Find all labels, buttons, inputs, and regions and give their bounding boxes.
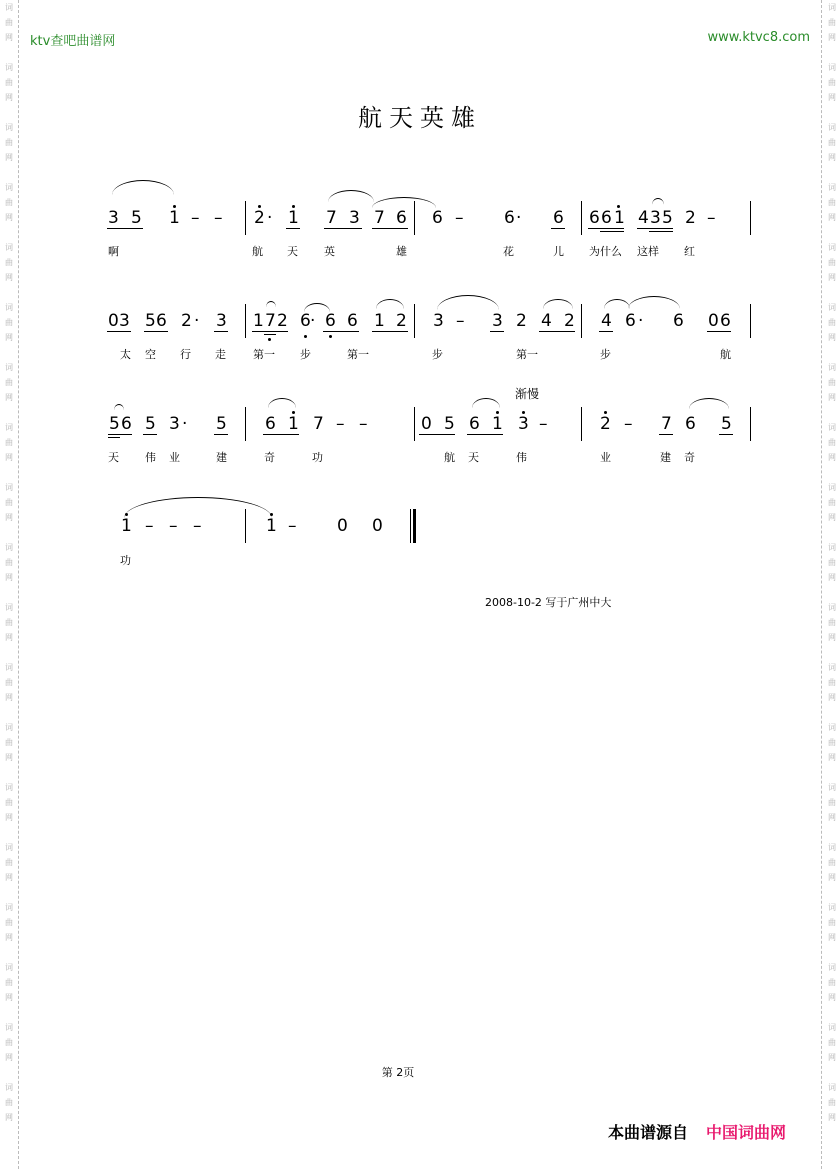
note: 4: [601, 311, 612, 331]
lyric: 奇: [684, 451, 695, 464]
watermark-text: 词 曲 网: [828, 1023, 836, 1062]
underline: [107, 228, 143, 229]
barline: [414, 201, 415, 235]
note: 6: [720, 311, 731, 331]
slur: [376, 299, 404, 309]
dash: –: [359, 414, 368, 434]
underline: [108, 434, 132, 435]
slur: [112, 180, 174, 195]
note: 3: [169, 414, 180, 434]
dash: –: [707, 208, 716, 228]
note: 3: [216, 311, 227, 331]
note: 2: [564, 311, 575, 331]
dash: –: [214, 208, 223, 228]
note: 7: [326, 208, 337, 228]
note: 6: [601, 208, 612, 228]
note: 6: [504, 208, 515, 228]
dash: –: [169, 516, 178, 536]
watermark-text: 词 曲 网: [5, 723, 13, 762]
lyric: 第一: [516, 348, 538, 361]
note: 6: [589, 208, 600, 228]
high-dot: [258, 205, 261, 208]
final-barline: [413, 509, 416, 543]
barline: [581, 304, 582, 338]
lyric: 太: [120, 348, 131, 361]
high-dot: [604, 411, 607, 414]
watermark-text: 词 曲 网: [5, 183, 13, 222]
dash: –: [193, 516, 202, 536]
low-dot: [304, 335, 307, 338]
header-site-name[interactable]: ktv查吧曲谱网: [30, 34, 116, 49]
watermark-text: 词 曲 网: [5, 63, 13, 102]
high-dot: [292, 411, 295, 414]
note: 0: [372, 516, 383, 536]
source-credit: [608, 1120, 786, 1143]
watermark-text: 词 曲 网: [828, 843, 836, 882]
header-site-url[interactable]: www.ktvc8.com: [707, 30, 810, 45]
underline: [419, 434, 455, 435]
note: 1: [253, 311, 264, 331]
lyric: 功: [312, 451, 323, 464]
lyric: 儿: [553, 245, 564, 258]
lyric: 天: [468, 451, 479, 464]
note: 1: [374, 311, 385, 331]
note: 6: [121, 414, 132, 434]
lyric: 花: [503, 245, 514, 258]
watermark-text: 词 曲 网: [5, 543, 13, 582]
note: 4: [541, 311, 552, 331]
high-dot: [496, 411, 499, 414]
note: 1: [288, 414, 299, 434]
underline: [263, 434, 299, 435]
slur: [328, 190, 374, 202]
lyric: 啊: [108, 245, 119, 258]
lyric: 航: [720, 348, 731, 361]
note: 3: [518, 414, 529, 434]
underline: [637, 228, 673, 229]
note: 2: [254, 208, 265, 228]
underline: [214, 434, 228, 435]
watermark-text: 词 曲 网: [828, 3, 836, 42]
barline: [750, 201, 751, 235]
note: 5: [145, 311, 156, 331]
high-dot: [522, 411, 525, 414]
lyric: 步: [300, 348, 311, 361]
note: 3: [108, 208, 119, 228]
underline: [707, 331, 731, 332]
note: 6: [673, 311, 684, 331]
watermark-text: 词 曲 网: [5, 843, 13, 882]
underline: [599, 331, 613, 332]
note: 3: [119, 311, 130, 331]
page-number: 第 2页: [381, 1066, 415, 1079]
slur: [437, 295, 499, 310]
note: 1: [121, 516, 132, 536]
barline: [245, 509, 246, 543]
watermark-text: 词 曲 网: [5, 123, 13, 162]
lyric: 行: [180, 348, 191, 361]
watermark-text: 词 曲 网: [828, 183, 836, 222]
watermark-text: 词 曲 网: [5, 303, 13, 342]
slur: [628, 296, 680, 309]
watermark-text: 词 曲 网: [5, 903, 13, 942]
underline: [372, 228, 408, 229]
slur: [124, 497, 272, 518]
barline: [410, 509, 411, 543]
barline: [245, 201, 246, 235]
note: 5: [131, 208, 142, 228]
slur: [266, 301, 276, 307]
note: 7: [661, 414, 672, 434]
high-dot: [270, 513, 273, 516]
note: 6: [625, 311, 636, 331]
note: 2: [685, 208, 696, 228]
watermark-text: 词 曲 网: [5, 3, 13, 42]
note: 0: [108, 311, 119, 331]
barline: [581, 201, 582, 235]
source-label: 本曲谱源自: [608, 1123, 689, 1142]
underline: [659, 434, 673, 435]
lyric: 步: [432, 348, 443, 361]
watermark-text: 词 曲 网: [828, 723, 836, 762]
note: 3: [650, 208, 661, 228]
barline: [750, 407, 751, 441]
note: 6: [265, 414, 276, 434]
note: 5: [721, 414, 732, 434]
lyric: 红: [684, 245, 695, 258]
lyric: 建: [660, 451, 671, 464]
lyric: 功: [120, 554, 131, 567]
watermark-text: 词 曲 网: [5, 963, 13, 1002]
dash: –: [624, 414, 633, 434]
watermark-text: 词 曲 网: [828, 963, 836, 1002]
note: 3: [492, 311, 503, 331]
lyric: 空: [145, 348, 156, 361]
underline: [214, 331, 228, 332]
watermark-text: 词 曲 网: [828, 483, 836, 522]
underline: [252, 331, 288, 332]
dash: –: [336, 414, 345, 434]
lyric: 走: [215, 348, 226, 361]
dot: ·: [638, 311, 644, 331]
note: 3: [349, 208, 360, 228]
slur: [543, 299, 573, 309]
watermark-text: 词 曲 网: [828, 303, 836, 342]
barline: [581, 407, 582, 441]
dot: ·: [310, 311, 316, 331]
watermark-text: 词 曲 网: [828, 543, 836, 582]
lyric: 建: [216, 451, 227, 464]
watermark-text: 词 曲 网: [5, 603, 13, 642]
dash: –: [145, 516, 154, 536]
watermark-text: 词 曲 网: [828, 663, 836, 702]
dot: ·: [194, 311, 200, 331]
note: 6: [300, 311, 311, 331]
note: 0: [337, 516, 348, 536]
watermark-text: 词 曲 网: [828, 783, 836, 822]
underline: [719, 434, 733, 435]
note: 7: [374, 208, 385, 228]
note: 1: [492, 414, 503, 434]
lyric: 业: [169, 451, 180, 464]
slur: [652, 198, 664, 205]
note: 1: [288, 208, 299, 228]
note: 0: [708, 311, 719, 331]
underline: [467, 434, 503, 435]
underline: [324, 228, 362, 229]
note: 6: [432, 208, 443, 228]
slur: [604, 299, 630, 309]
note: 3: [433, 311, 444, 331]
barline: [414, 407, 415, 441]
barline: [245, 304, 246, 338]
note: 6: [685, 414, 696, 434]
lyric: 航: [252, 245, 263, 258]
note: 5: [444, 414, 455, 434]
note: 6: [156, 311, 167, 331]
watermark-text: 词 曲 网: [5, 243, 13, 282]
note: 6: [347, 311, 358, 331]
watermark-text: 词 曲 网: [828, 363, 836, 402]
dash: –: [456, 311, 465, 331]
underline: [143, 434, 157, 435]
lyric: 业: [600, 451, 611, 464]
composition-date: 2008-10-2 写于广州中大: [485, 596, 612, 609]
note: 6: [325, 311, 336, 331]
underline: [539, 331, 575, 332]
note: 2: [181, 311, 192, 331]
dot: ·: [182, 414, 188, 434]
note: 4: [638, 208, 649, 228]
watermark-text: 词 曲 网: [828, 423, 836, 462]
underline: [588, 228, 624, 229]
lyric: 雄: [396, 245, 407, 258]
note: 6: [553, 208, 564, 228]
slur: [372, 197, 436, 208]
note: 7: [313, 414, 324, 434]
low-dot: [329, 335, 332, 338]
note: 5: [216, 414, 227, 434]
note: 2: [277, 311, 288, 331]
note: 1: [169, 208, 180, 228]
watermark-text: 词 曲 网: [5, 363, 13, 402]
low-dot: [268, 338, 271, 341]
dot: ·: [516, 208, 522, 228]
high-dot: [292, 205, 295, 208]
high-dot: [173, 205, 176, 208]
lyric: 天: [108, 451, 119, 464]
underline: [107, 331, 131, 332]
note: 5: [109, 414, 120, 434]
underline: [490, 331, 504, 332]
watermark-text: 词 曲 网: [5, 423, 13, 462]
lyric: 英: [324, 245, 335, 258]
lyric: 这样: [637, 245, 659, 258]
watermark-text: 词 曲 网: [5, 663, 13, 702]
underline: [286, 228, 300, 229]
dash: –: [288, 516, 297, 536]
underline: [264, 334, 276, 335]
high-dot: [617, 205, 620, 208]
note: 2: [600, 414, 611, 434]
song-title: 航天英雄: [358, 104, 482, 132]
note: 5: [662, 208, 673, 228]
barline: [414, 304, 415, 338]
source-brand-link[interactable]: 中国词曲网: [706, 1123, 787, 1142]
watermark-text: 词 曲 网: [828, 903, 836, 942]
lyric: 航: [444, 451, 455, 464]
lyric: 第一: [347, 348, 369, 361]
underline: [144, 331, 168, 332]
high-dot: [125, 513, 128, 516]
note: 5: [145, 414, 156, 434]
barline: [750, 304, 751, 338]
slur: [268, 398, 296, 408]
note: 1: [266, 516, 277, 536]
lyric: 伟: [145, 451, 156, 464]
note: 1: [614, 208, 625, 228]
watermark-text: 词 曲 网: [828, 123, 836, 162]
note: 2: [396, 311, 407, 331]
watermark-text: 词 曲 网: [5, 1023, 13, 1062]
note: 2: [516, 311, 527, 331]
dash: –: [455, 208, 464, 228]
lyric: 天: [287, 245, 298, 258]
underline: [551, 228, 565, 229]
underline: [600, 231, 624, 232]
slur: [689, 398, 729, 409]
lyric: 伟: [516, 451, 527, 464]
note: 6: [469, 414, 480, 434]
note: 7: [265, 311, 276, 331]
lyric: 第一: [253, 348, 275, 361]
watermark-text: 词 曲 网: [828, 603, 836, 642]
barline: [245, 407, 246, 441]
watermark-text: 词 曲 网: [828, 243, 836, 282]
underline: [323, 331, 359, 332]
underline: [108, 437, 120, 438]
lyric: 步: [600, 348, 611, 361]
tempo-mark: 渐慢: [515, 387, 540, 401]
lyric: 为什么: [589, 245, 622, 258]
slur: [114, 404, 124, 410]
underline: [649, 231, 673, 232]
watermark-text: 词 曲 网: [5, 1083, 13, 1122]
watermark-text: 词 曲 网: [5, 783, 13, 822]
note: 0: [421, 414, 432, 434]
watermark-text: 词 曲 网: [5, 483, 13, 522]
dash: –: [539, 414, 548, 434]
lyric: 奇: [264, 451, 275, 464]
note: 6: [396, 208, 407, 228]
watermark-text: 词 曲 网: [828, 1083, 836, 1122]
dash: –: [191, 208, 200, 228]
slur: [472, 398, 500, 408]
watermark-text: 词 曲 网: [828, 63, 836, 102]
dot: ·: [267, 208, 273, 228]
underline: [372, 331, 408, 332]
